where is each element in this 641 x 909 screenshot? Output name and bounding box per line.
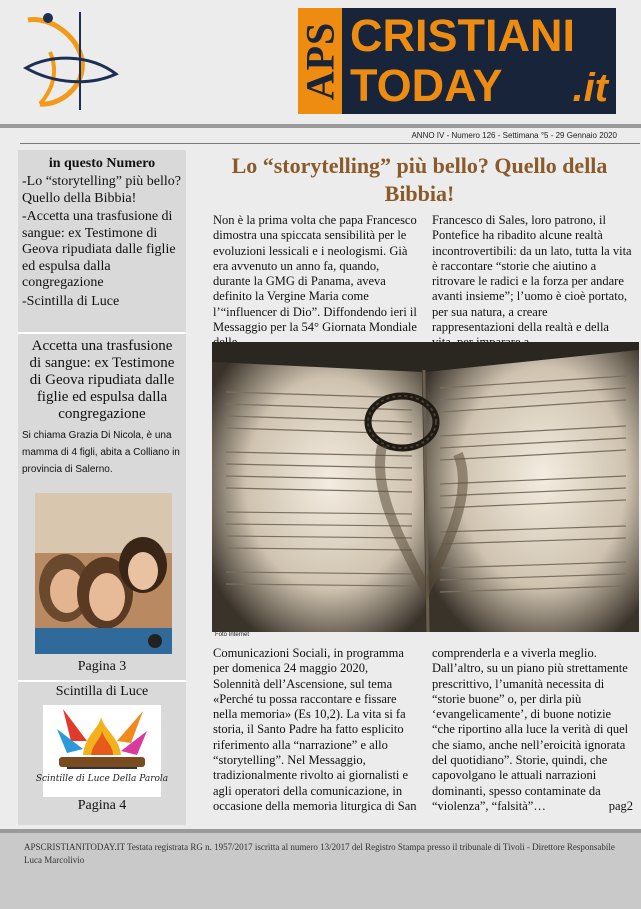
scintille-logo-icon bbox=[35, 705, 169, 797]
story-teaser bbox=[18, 338, 186, 478]
article-image bbox=[212, 342, 639, 632]
story-title[interactable]: Accetta una trasfusione di sangue: ex Testimone di Geova ripudiata dalle figlie ed espulsa dalla congregazione bbox=[29, 338, 175, 422]
sidebar bbox=[18, 150, 186, 825]
toc-item[interactable]: -Accetta una trasfusione di sangue: ex Testimone di Geova ripudiata dalle figlie ed espulsa dalla congregazione bbox=[22, 209, 176, 290]
article-headline: Lo “storytelling” più bello? Quello della Bibbia! bbox=[231, 153, 608, 206]
article-paragraph: Comunicazioni Sociali, in programma per domenica 24 maggio 2020, Solennità dell’Ascensione, sul tema «Perché tu possa raccontare e fissare nella memoria» (Es 10,2). La vita si fa storia, il Santo Padre ha fatto esplicito riferimento alla “narrazione” e allo “storytelling”. Nel Messaggio, tradizionalmente rivolto ai giornalisti e agli operatori della comunicazione, in occasione della memoria liturgica di San bbox=[213, 646, 417, 813]
toc-title: in questo Numero bbox=[48, 156, 156, 171]
scintille-logo-text: Scintille di Luce Della Parola bbox=[35, 774, 169, 784]
toc-item[interactable]: -Lo “storytelling” più bello? Quello della Bibbia! bbox=[22, 174, 182, 206]
fish-logo-icon bbox=[20, 6, 120, 114]
story-photo-image bbox=[35, 493, 172, 654]
masthead-logo bbox=[298, 8, 616, 114]
sidebar-divider bbox=[18, 332, 186, 334]
article-column-2-bottom bbox=[432, 646, 633, 814]
masthead-title-line3: .it bbox=[572, 66, 608, 110]
image-credit: Foto Internet bbox=[215, 632, 250, 638]
toc-item[interactable]: -Scintilla di Luce bbox=[22, 293, 120, 309]
story-page-link[interactable]: Pagina 3 bbox=[77, 659, 127, 674]
article-paragraph: Non è la prima volta che papa Francesco dimostra una spiccata sensibilità per le evoluzioni lessicali e i neologismi. Già era avvenuto un anno fa, quando, durante la GMG di Panama, aveva definito la Vergine Maria come l’“influencer di Dio”. Diffondendo ieri il Messaggio per la 54° Giornata Mondiale bbox=[213, 213, 417, 335]
article-column-2-top bbox=[432, 213, 633, 351]
masthead-title-line1: CRISTIANI bbox=[350, 10, 575, 61]
article-column-1-bottom bbox=[213, 646, 418, 814]
article-text: comprenderla e a viverla meglio. Dall’altro, su un piano più strettamente prescrittivo, l’umanità necessita di “storie buone” o, per dirla più ‘evangelicamente’, di buone notizie “che riportino alla luce la verità di quel che siamo, anche nell’eroicità ignorata del quotidiano”. Storie, quindi, che capovolgano le attuali narrazioni dominanti, spesso contaminate da “violenza”, “falsità”… bbox=[432, 646, 629, 813]
scintilla-logo bbox=[35, 705, 169, 797]
header-divider bbox=[0, 124, 641, 128]
story-photo bbox=[35, 493, 172, 654]
scintilla-title: Scintilla di Luce bbox=[55, 684, 149, 699]
continued-page-link[interactable]: pag2 bbox=[608, 798, 633, 813]
issue-line: ANNO IV - Numero 126 - Settimana °5 - 29 Gennaio 2020 bbox=[411, 131, 617, 140]
scintilla-page-link[interactable]: Pagina 4 bbox=[77, 798, 127, 813]
footer-divider bbox=[0, 829, 641, 833]
article-paragraph: Francesco di Sales, loro patrono, il Pontefice ha ribadito alcune realtà incontrovertibili: da un lato, tutta la vita è raccontare “storie che aiutino a ritrovare le radici e la forza per andare avanti insieme”; l’uomo è cioè portato, per sua natura, a creare rappresentazioni della realtà e della bbox=[432, 213, 632, 335]
article-column-1-top bbox=[213, 213, 418, 351]
page-header bbox=[0, 0, 641, 124]
story-excerpt: Si chiama Grazia Di Nicola, è una mamma di 4 figli, abita a Colliano in provincia di Salerno. bbox=[22, 430, 180, 475]
footer-legal-text: APSCRISTIANITODAY.IT Testata registrata RG n. 1957/2017 iscritta al numero 13/2017 del Registro Stampa presso il tribunale di Tivoli - Direttore Responsabile Luca Marcolivio bbox=[24, 842, 615, 865]
issue-divider bbox=[20, 143, 640, 144]
toc-section bbox=[18, 150, 186, 310]
masthead-title-line2: TODAY bbox=[350, 60, 503, 111]
open-bible-image bbox=[212, 342, 639, 632]
sidebar-divider bbox=[18, 680, 186, 682]
masthead-aps: APS bbox=[298, 8, 342, 114]
article-paragraph bbox=[432, 646, 633, 814]
